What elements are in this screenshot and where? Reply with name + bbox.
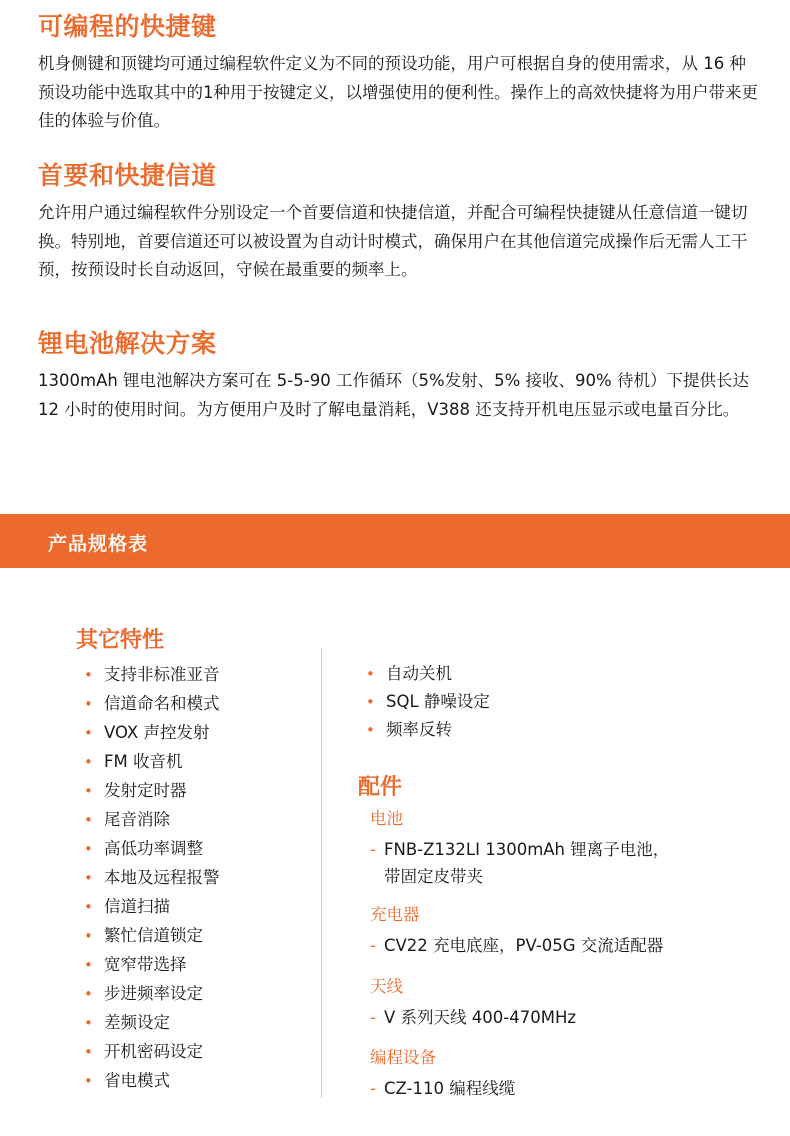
section-body: 允许用户通过编程软件分别设定一个首要信道和快捷信道，并配合可编程快捷键从任意信道一键切换。特别地，首要信道还可以被设置为自动计时模式，确保用户在其他信道完成操作后无需人工干预，按预设时长自动返回，守候在最重要的频率上。 — [38, 203, 748, 279]
accessory-item — [370, 836, 669, 863]
list-item: • 宽窄带选择 — [84, 950, 220, 979]
banner-label: 产品规格表 — [48, 533, 149, 555]
column-divider — [321, 648, 322, 1098]
dash-marker: - — [370, 936, 376, 955]
section-body: 机身侧键和顶键均可通过编程软件定义为不同的预设功能，用户可根据自身的使用需求，从 16 种预设功能中选取其中的1种用于按键定义，以增强使用的便利性。操作上的高效快捷将为用户带来更佳的体验与价值。 — [38, 54, 758, 130]
section-battery-solution — [38, 327, 758, 424]
accessory-item — [370, 1004, 576, 1031]
list-item: • 本地及远程报警 — [84, 863, 220, 892]
list-item: • 支持非标准亚音 — [84, 660, 220, 689]
accessories-title: 配件 — [358, 775, 403, 800]
list-item: • 高低功率调整 — [84, 834, 220, 863]
section-programmable-keys — [38, 10, 758, 136]
accessory-category: 编程设备 — [370, 1048, 436, 1067]
list-item: • 信道命名和模式 — [84, 689, 220, 718]
other-features-list-right — [366, 660, 490, 744]
accessory-item — [370, 1075, 515, 1102]
accessory-category: 电池 — [370, 809, 403, 828]
list-item: • FM 收音机 — [84, 747, 220, 776]
list-item: • SQL 静噪设定 — [366, 688, 490, 716]
accessory-item-text: FNB-Z132LI 1300mAh 锂离子电池， — [384, 840, 670, 859]
other-features-title: 其它特性 — [76, 628, 165, 653]
accessory-group-charger — [370, 903, 663, 959]
list-item: • 差频设定 — [84, 1008, 220, 1037]
accessory-item-continuation: 带固定皮带夹 — [384, 867, 483, 886]
section-title: 锂电池解决方案 — [38, 329, 217, 358]
other-features-list-left — [84, 660, 220, 1095]
accessory-item-text: CZ-110 编程线缆 — [384, 1079, 516, 1098]
accessory-item-text: CV22 充电底座，PV-05G 交流适配器 — [384, 936, 664, 955]
list-item: • 繁忙信道锁定 — [84, 921, 220, 950]
list-item: • 尾音消除 — [84, 805, 220, 834]
list-item: • 自动关机 — [366, 660, 490, 688]
dash-marker: - — [370, 1079, 376, 1098]
accessory-group-programming — [370, 1046, 515, 1102]
spec-sheet-banner — [0, 514, 790, 568]
list-item: • 省电模式 — [84, 1066, 220, 1095]
section-priority-channel — [38, 159, 758, 285]
accessory-item — [370, 932, 663, 959]
dash-marker: - — [370, 840, 376, 859]
accessory-item-text: V 系列天线 400-470MHz — [384, 1008, 577, 1027]
accessory-group-antenna — [370, 975, 576, 1031]
list-item: • 信道扫描 — [84, 892, 220, 921]
section-body: 1300mAh 锂电池解决方案可在 5-5-90 工作循环（5%发射、5% 接收、90% 待机）下提供长达 12 小时的使用时间。为方便用户及时了解电量消耗，V388 还支持开机电压显示或电量百分比。 — [38, 371, 749, 419]
list-item: • 步进频率设定 — [84, 979, 220, 1008]
section-title: 可编程的快捷键 — [38, 12, 217, 41]
section-title: 首要和快捷信道 — [38, 161, 217, 190]
list-item: • VOX 声控发射 — [84, 718, 220, 747]
list-item: • 发射定时器 — [84, 776, 220, 805]
dash-marker: - — [370, 1008, 376, 1027]
accessory-category: 天线 — [370, 977, 403, 996]
accessory-category: 充电器 — [370, 905, 420, 924]
accessory-group-battery — [370, 807, 669, 890]
list-item: • 频率反转 — [366, 716, 490, 744]
list-item: • 开机密码设定 — [84, 1037, 220, 1066]
